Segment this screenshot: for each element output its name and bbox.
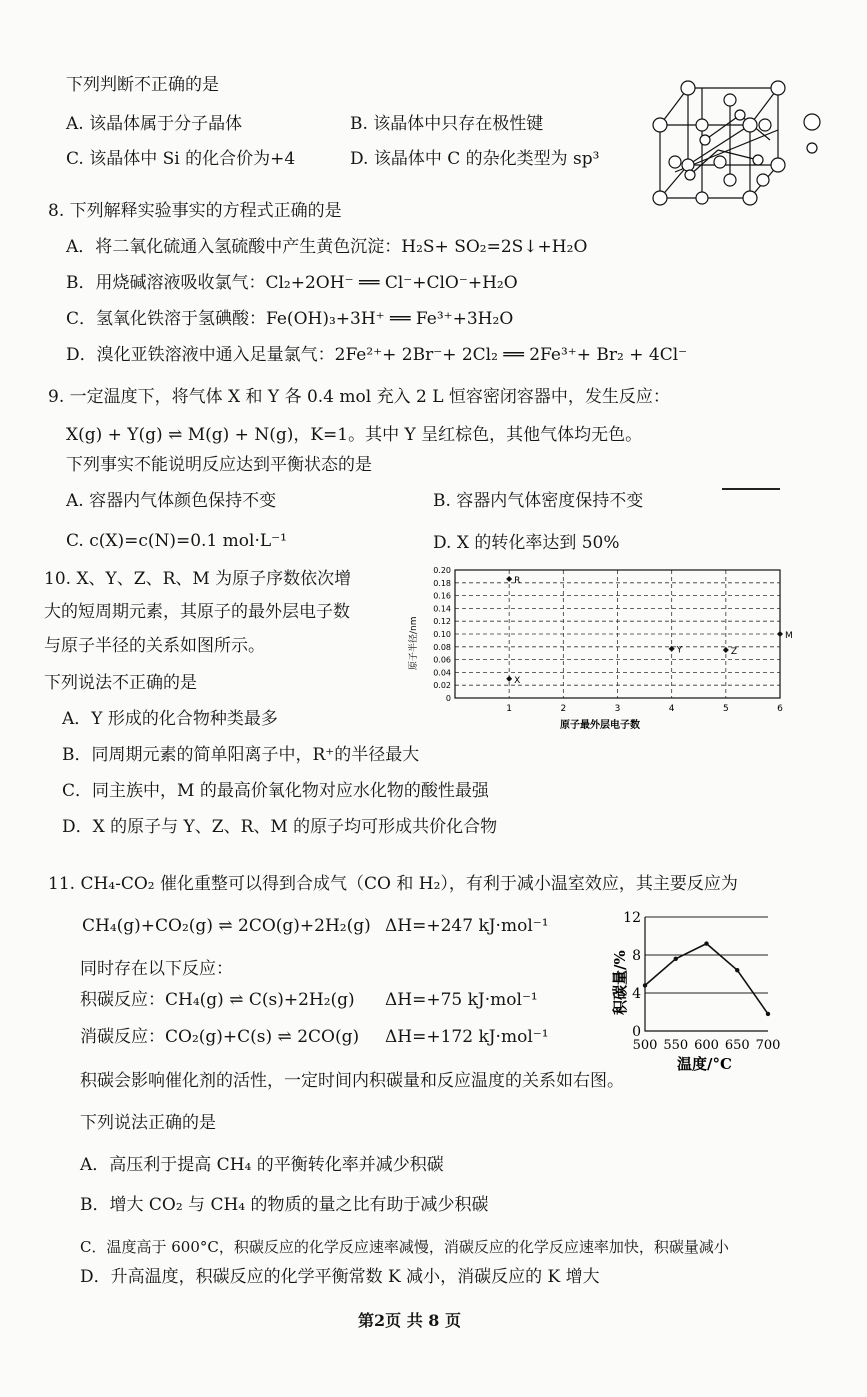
- q8-option-a: A．将二氧化硫通入氢硫酸中产生黄色沉淀：H₂S+ SO₂=2S↓+H₂O: [66, 237, 588, 257]
- q11-question: 下列说法正确的是: [80, 1113, 216, 1133]
- q10-stem-line2: 大的短周期元素，其原子的最外层电子数: [44, 602, 350, 622]
- chart1-y-tick: 0.14: [433, 604, 451, 614]
- chart1-x-tick: 5: [722, 704, 729, 714]
- chart1-x-tick: 6: [777, 704, 783, 714]
- chart1-x-tick: 1: [506, 704, 513, 714]
- q9-question: 下列事实不能说明反应达到平衡状态的是: [66, 455, 372, 475]
- chart1-y-tick: 0.06: [433, 655, 451, 665]
- q10-option-b: B．同周期元素的简单阳离子中，R⁺的半径最大: [62, 745, 420, 765]
- q11-option-a: A．高压利于提高 CH₄ 的平衡转化率并减少积碳: [80, 1155, 444, 1175]
- chart1-y-tick: 0.10: [433, 630, 451, 639]
- chart2-y-label: 积碳量/%: [611, 950, 629, 1015]
- chart2-x-tick: 650: [724, 1038, 750, 1053]
- chart2-point: [766, 1012, 770, 1016]
- chart2-y-tick: 4: [632, 986, 641, 1002]
- chart1-point-label: Y: [676, 645, 683, 656]
- carbon-deposition-chart: [605, 905, 790, 1080]
- q11-option-b: B．增大 CO₂ 与 CH₄ 的物质的量之比有助于减少积碳: [80, 1195, 489, 1215]
- q9-equation: X(g) + Y(g) ⇌ M(g) + N(g)，K=1。其中 Y 呈红棕色，其他气体均无色。: [66, 425, 643, 445]
- chart1-y-tick: 0.12: [433, 617, 451, 627]
- q11-main-reaction: CH₄(g)+CO₂(g) ⇌ 2CO(g)+2H₂(g): [82, 916, 371, 936]
- q11-reaction-1-dh: ΔH=+75 kJ·mol⁻¹: [385, 990, 538, 1010]
- q11-note: 积碳会影响催化剂的活性，一定时间内积碳量和反应温度的关系如右图。: [80, 1071, 624, 1091]
- chart2-point: [674, 957, 678, 961]
- q9-option-d: D. X 的转化率达到 50%: [433, 533, 620, 553]
- chart1-point-m: [777, 631, 783, 637]
- q10-option-a: A．Y 形成的化合物种类最多: [62, 709, 278, 729]
- q11-also: 同时存在以下反应：: [80, 959, 233, 979]
- chart2-y-tick: 8: [632, 948, 641, 964]
- q11-stem: 11. CH₄-CO₂ 催化重整可以得到合成气（CO 和 H₂），有利于减小温室效应，其主要反应为: [48, 874, 738, 894]
- chart1-y-tick: 0.02: [433, 681, 451, 691]
- chart1-point-z: [723, 647, 729, 653]
- q8-stem: 8. 下列解释实验事实的方程式正确的是: [48, 201, 342, 221]
- q11-option-c: C．温度高于 600°C，积碳反应的化学反应速率减慢，消碳反应的化学反应速率加快，积碳量减小: [80, 1238, 729, 1256]
- q8-option-c: C．氢氧化铁溶于氢碘酸：Fe(OH)₃+3H⁺ ══ Fe³⁺+3H₂O: [66, 309, 514, 329]
- q11-reaction-2: 消碳反应：CO₂(g)+C(s) ⇌ 2CO(g): [80, 1027, 360, 1047]
- q11-main-dh: ΔH=+247 kJ·mol⁻¹: [385, 916, 549, 936]
- scan-mark: [722, 488, 780, 490]
- chart2-x-tick: 550: [663, 1038, 689, 1053]
- q9-option-c: C. c(X)=c(N)=0.1 mol·L⁻¹: [66, 531, 287, 551]
- chart1-x-tick: 3: [614, 704, 621, 714]
- q7-option-c: C. 该晶体中 Si 的化合价为+4: [66, 149, 296, 169]
- q11-reaction-2-dh: ΔH=+172 kJ·mol⁻¹: [385, 1027, 549, 1047]
- q8-option-d: D．溴化亚铁溶液中通入足量氯气：2Fe²⁺+ 2Br⁻+ 2Cl₂ ══ 2Fe³⁺+ Br₂ + 4Cl⁻: [66, 345, 688, 365]
- chart1-y-label: 原子半径/nm: [409, 616, 419, 670]
- chart2-x-tick: 700: [755, 1038, 781, 1053]
- chart1-point-r: [506, 576, 512, 582]
- chart2-x-tick: 600: [694, 1038, 719, 1053]
- chart1-point-label: Z: [730, 647, 738, 657]
- q7-option-a: A. 该晶体属于分子晶体: [66, 114, 243, 134]
- atomic-radius-chart: [400, 560, 793, 735]
- q10-question: 下列说法不正确的是: [44, 673, 197, 693]
- chart1-y-tick: 0.08: [433, 642, 451, 652]
- q10-stem-line1: 10. X、Y、Z、R、M 为原子序数依次增: [44, 569, 352, 589]
- q7-option-d: D. 该晶体中 C 的杂化类型为 sp³: [350, 149, 600, 169]
- q10-option-d: D．X 的原子与 Y、Z、R、M 的原子均可形成共价化合物: [62, 817, 498, 837]
- q7-option-b: B. 该晶体中只存在极性键: [350, 114, 544, 134]
- chart2-y-tick: 12: [623, 910, 641, 926]
- q9-option-a: A. 容器内气体颜色保持不变: [66, 491, 277, 511]
- crystal-structure-diagram: [640, 70, 840, 210]
- chart1-x-tick: 4: [668, 704, 675, 714]
- q10-option-c: C．同主族中，M 的最高价氧化物对应水化物的酸性最强: [62, 781, 489, 801]
- chart1-y-tick: 0.16: [433, 591, 451, 601]
- chart1-y-tick: 0.18: [433, 578, 451, 588]
- chart1-point-label: M: [785, 631, 793, 641]
- chart2-point: [735, 968, 739, 972]
- q9-option-b: B. 容器内气体密度保持不变: [433, 491, 644, 511]
- page-footer: 第2页 共 8 页: [358, 1311, 461, 1330]
- chart1-y-tick: 0: [445, 694, 451, 703]
- chart2-y-tick: 0: [632, 1024, 641, 1040]
- q10-stem-line3: 与原子半径的关系如图所示。: [44, 636, 265, 656]
- q7-stem: 下列判断不正确的是: [66, 75, 219, 95]
- chart2-series-line: [645, 944, 768, 1014]
- chart1-y-tick: 0.20: [433, 566, 451, 575]
- q11-reaction-1: 积碳反应：CH₄(g) ⇌ C(s)+2H₂(g): [80, 990, 355, 1010]
- chart2-point: [704, 941, 708, 945]
- q8-option-b: B．用烧碱溶液吸收氯气：Cl₂+2OH⁻ ══ Cl⁻+ClO⁻+H₂O: [66, 273, 518, 293]
- chart1-point-label: X: [514, 675, 521, 686]
- q9-stem: 9. 一定温度下，将气体 X 和 Y 各 0.4 mol 充入 2 L 恒容密闭容器中，发生反应：: [48, 387, 670, 407]
- chart1-x-label: 原子最外层电子数: [560, 720, 640, 731]
- chart2-x-tick: 500: [632, 1038, 658, 1053]
- chart2-x-label: 温度/°C: [677, 1055, 732, 1073]
- q11-option-d: D．升高温度，积碳反应的化学平衡常数 K 减小，消碳反应的 K 增大: [80, 1267, 600, 1287]
- chart1-point-label: R: [514, 575, 521, 586]
- chart1-y-tick: 0.04: [433, 668, 451, 678]
- chart1-point-x: [506, 676, 512, 682]
- chart1-x-tick: 2: [560, 704, 567, 714]
